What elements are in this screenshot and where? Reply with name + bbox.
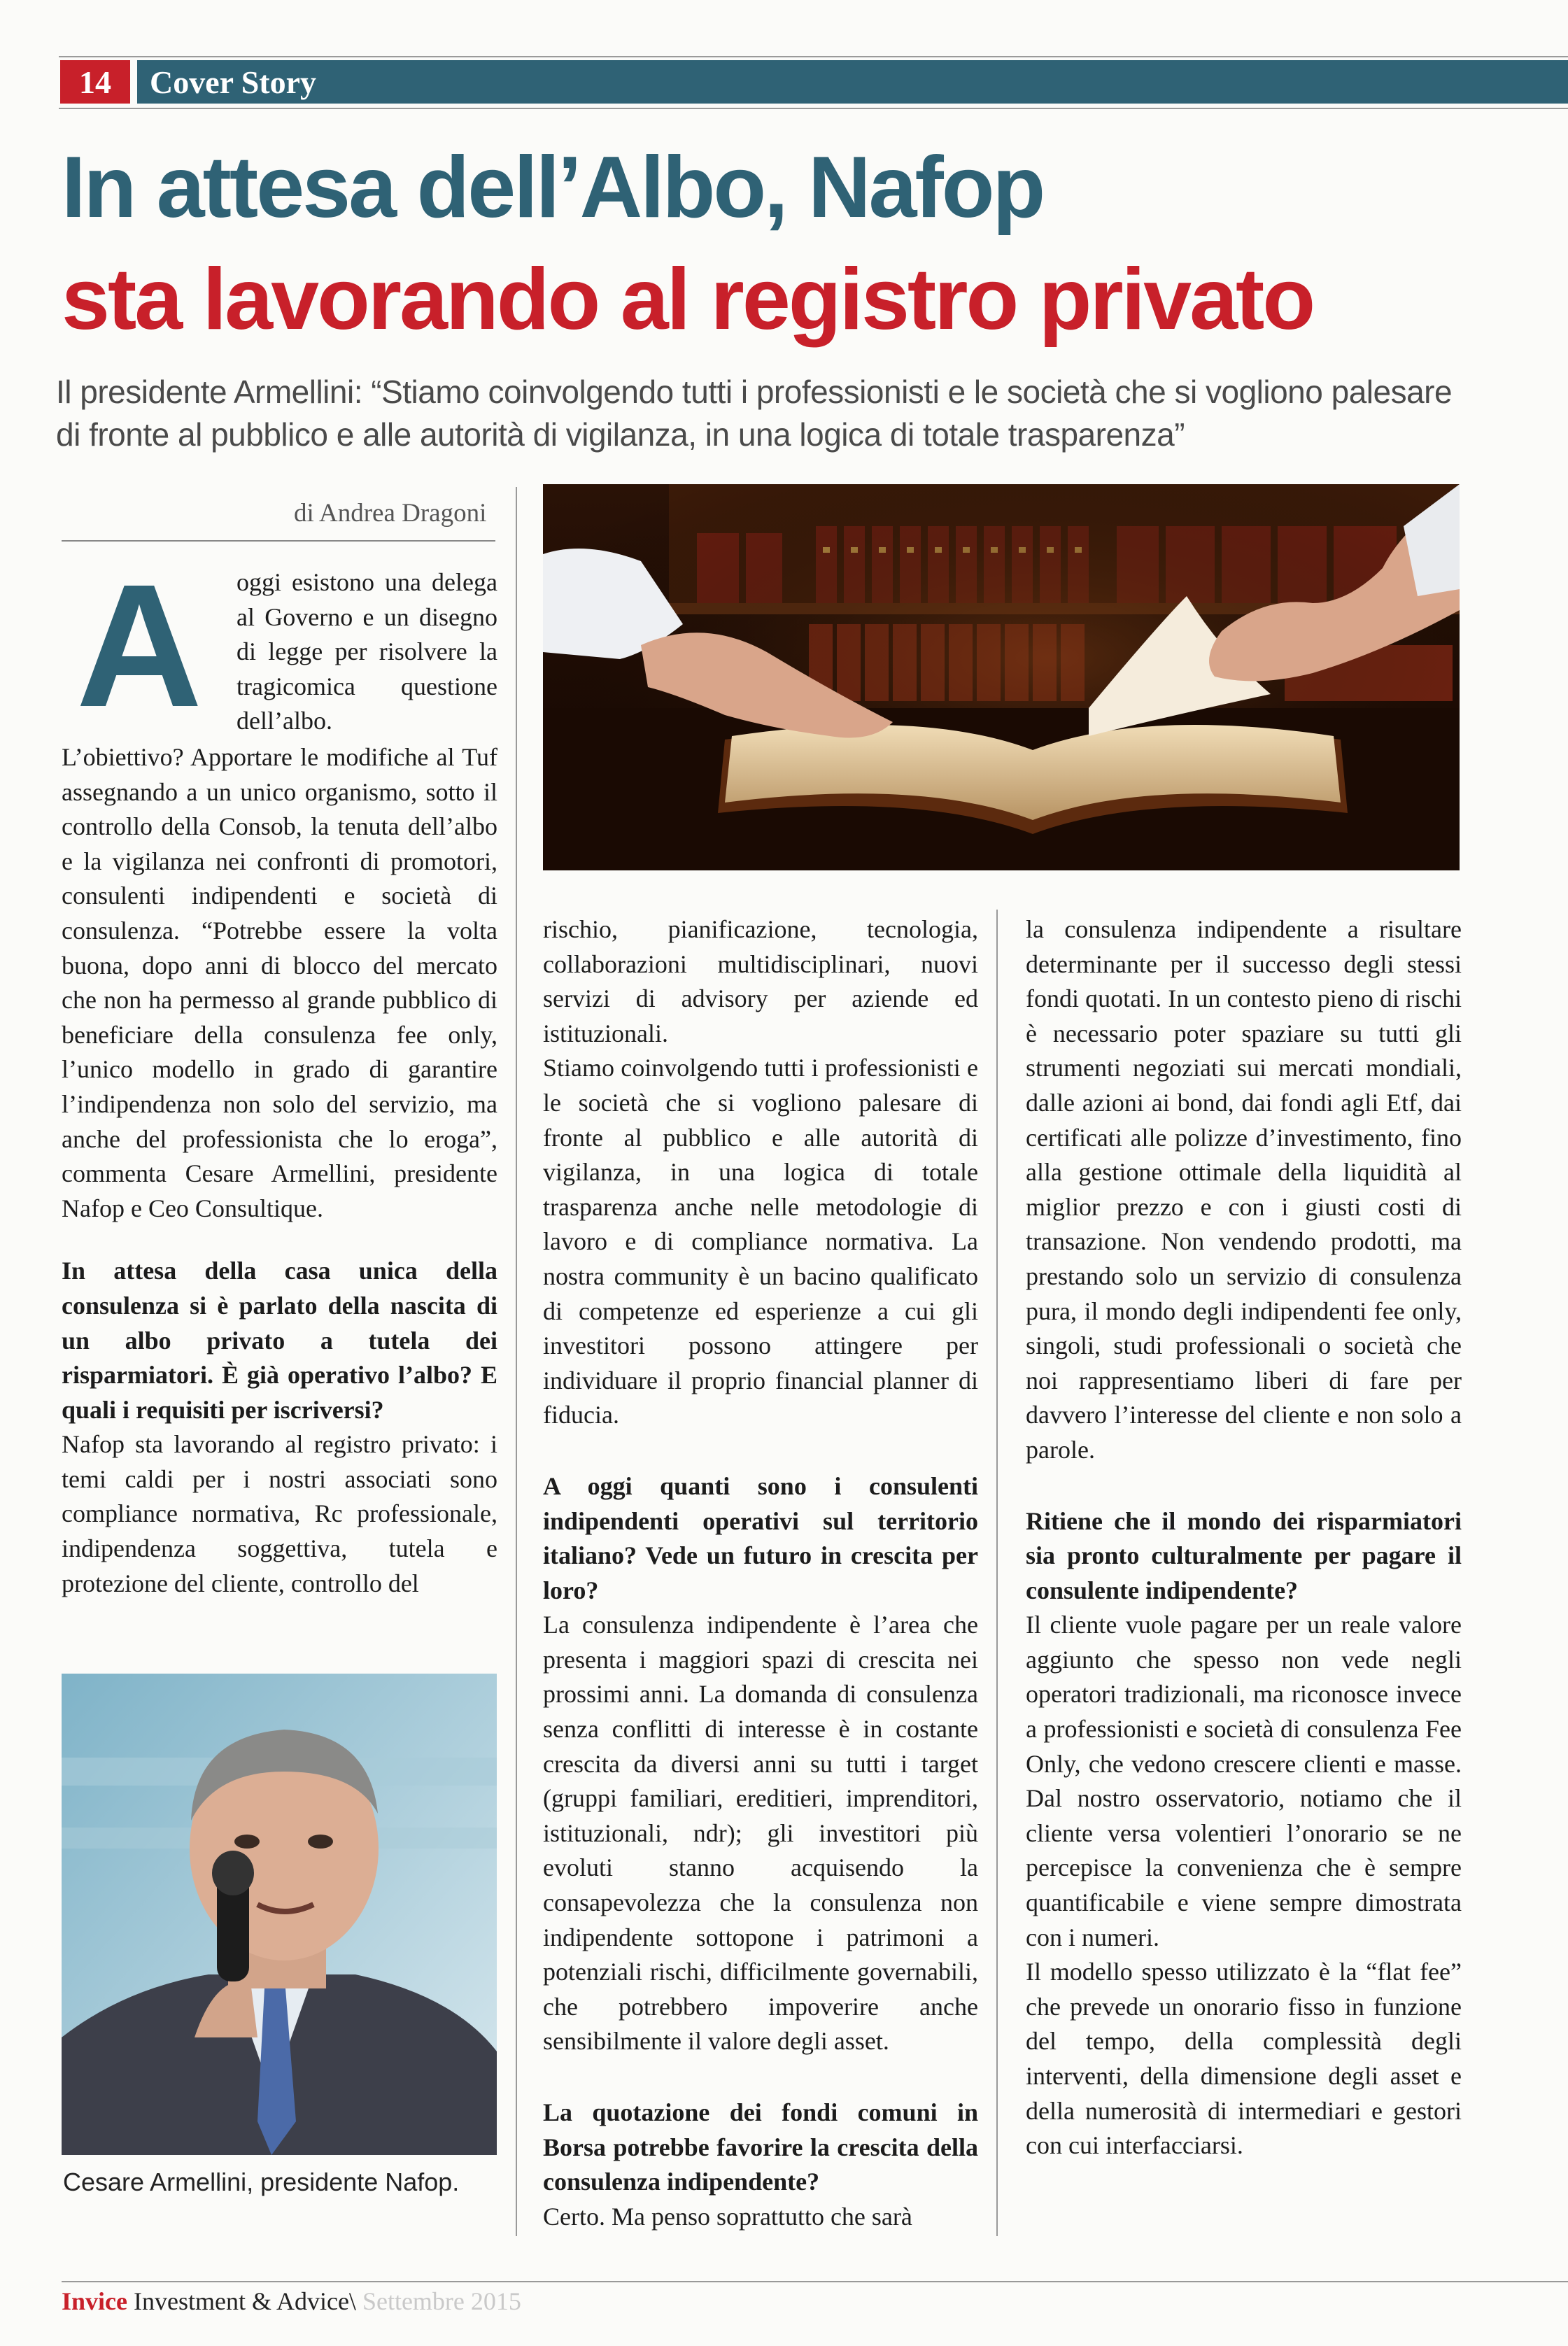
library-book-photo (543, 484, 1460, 870)
byline-rule (62, 540, 495, 542)
headline-line-1: In attesa dell’Albo, Nafop (62, 139, 1044, 236)
drop-cap: A (76, 548, 203, 743)
paragraph: Il cliente vuole pagare per un reale valore aggiunto che spesso non vede negli operatori tradizionali, ma riconosce invece a professionisti e società di consulenza Fee Only, che vedono crescere clienti e masse. Dal nostro osservatorio, notiamo che il cliente versa volentieri l’onorario se ne percepisce la convenienza che è sempre quantificabile e viene sempre dimostrata con i numeri. (1026, 1611, 1462, 1951)
column-rule (996, 910, 998, 2236)
footer-rule (62, 2281, 1568, 2282)
paragraph: La consulenza indipendente è l’area che presenta i maggiori spazi di crescita nei prossimi anni. La domanda di consulenza senza conflitti di interesse è in costante crescita da diversi anni su tutti i target (gruppi familiari, ereditieri, imprenditori, istituzionali, ndr); gli investitori più evoluti stanno acquisendo la consapevolezza che la consulenza non indipendente sottopone i patrimoni a potenziali rischi, difficilmente governabili, che potrebbero impoverire anche sensibilmente il valore degli asset. (543, 1611, 978, 2056)
question: A oggi quanti sono i consulenti indipendenti operativi sul territorio italiano? Vede un futuro in crescita per loro? (543, 1471, 978, 1604)
paragraph: Il modello spesso utilizzato è la “flat fee” che prevede un onorario fisso in funzione del tempo, della complessità degli interventi, della dimensione degli asset e della numerosità di intermediari e gestori con cui interfacciarsi. (1026, 1958, 1462, 2160)
page-number: 14 (60, 60, 130, 104)
subtitle: Il presidente Armellini: “Stiamo coinvolgendo tutti i professionisti e le società che si vogliono palesare di fronte al pubblico e alle autorità di vigilanza, in una logica di totale trasparenza” (56, 374, 1453, 453)
speaker-portrait-photo (62, 1674, 497, 2155)
column-2 (543, 912, 978, 2234)
photo-caption: Cesare Armellini, presidente Nafop. (63, 2168, 460, 2196)
question: Ritiene che il mondo dei risparmiatori sia pronto culturalmente per pagare il consulente indipendente? (1026, 1506, 1462, 1604)
column-1 (62, 740, 497, 1601)
footer (62, 2287, 521, 2316)
paragraph: rischio, pianificazione, tecnologia, collaborazioni multidisciplinari, nuovi servizi di advisory per aziende ed istituzionali. (543, 915, 978, 1047)
paragraph: la consulenza indipendente a risultare determinante per il successo degli stessi fondi quotati. In un contesto pieno di rischi è necessario poter spaziare su tutti gli strumenti negoziati sui mercati mondiali, dalle azioni ai bond, dai fondi agli Etf, dai certificati alle polizze d’investimento, fino alla gestione ottimale della liquidità al miglior prezzo e con i giusti costi di transazione. Non vendendo prodotti, ma prestando solo un servizio di consulenza pura, il mondo degli indipendenti fee only, singoli, studi professionali o società che noi rappresentiamo liberi di fare per davvero l’interesse del cliente e non solo a parole. (1026, 915, 1462, 1464)
paragraph: Certo. Ma penso soprattutto che sarà (543, 2202, 912, 2231)
header-rule-bottom (59, 108, 1568, 109)
section-label: Cover Story (137, 60, 1568, 104)
question: In attesa della casa unica della consulenza si è parlato della nascita di un albo privato a tutela dei risparmiatori. È già operativo l’albo? E quali i requisiti per iscriversi? (62, 1257, 497, 1424)
paragraph: L’obiettivo? Apportare le modifiche al Tuf assegnando a un unico organismo, sotto il controllo della Consob, la tenuta dell’albo e la vigilanza nei confronti di promotori, consulenti indipendenti e società di consulenza. “Potrebbe essere la volta buona, dopo anni di blocco del mercato che non ha permesso al grande pubblico di beneficiare della consulenza fee only, l’unico modello in grado di garantire l’indipendenza non solo del servizio, ma anche del professionista che lo eroga”, commenta Cesare Armellini, presidente Nafop e Ceo Consultique. (62, 743, 497, 1222)
footer-brand: Invice (62, 2287, 127, 2315)
column-3 (1026, 912, 1462, 2163)
headline-line-2: sta lavorando al registro privato (62, 251, 1314, 348)
paragraph: Stiamo coinvolgendo tutti i professionisti e le società che si vogliono palesare di fronte al pubblico e alle autorità di vigilanza, in una logica di totale trasparenza anche nelle metodologie di lavoro e di compliance normativa. La nostra community è un bacino qualificato di competenze ed esperienze a cui gli investitori possono attingere per individuare il proprio financial planner di fiducia. (543, 1054, 978, 1429)
question: La quotazione dei fondi comuni in Borsa potrebbe favorire la crescita della consulenza indipendente? (543, 2098, 978, 2196)
byline: di Andrea Dragoni (294, 499, 487, 528)
portrait-image (62, 1674, 497, 2155)
footer-publication: Investment & Advice\ (134, 2287, 356, 2315)
footer-date: Settembre 2015 (362, 2287, 521, 2315)
intro-paragraph: oggi esistono una delega al Governo e un disegno di legge per risolvere la tragicomica questione dell’albo. (236, 568, 497, 735)
header-rule-top (59, 56, 1568, 57)
paragraph: Nafop sta lavorando al registro privato: i temi caldi per i nostri associati sono compliance normativa, Rc professionale, indipendenza soggettiva, tutela e protezione del cliente, controllo del (62, 1430, 497, 1597)
column-rule (516, 487, 517, 2236)
library-book-image (543, 484, 1460, 870)
